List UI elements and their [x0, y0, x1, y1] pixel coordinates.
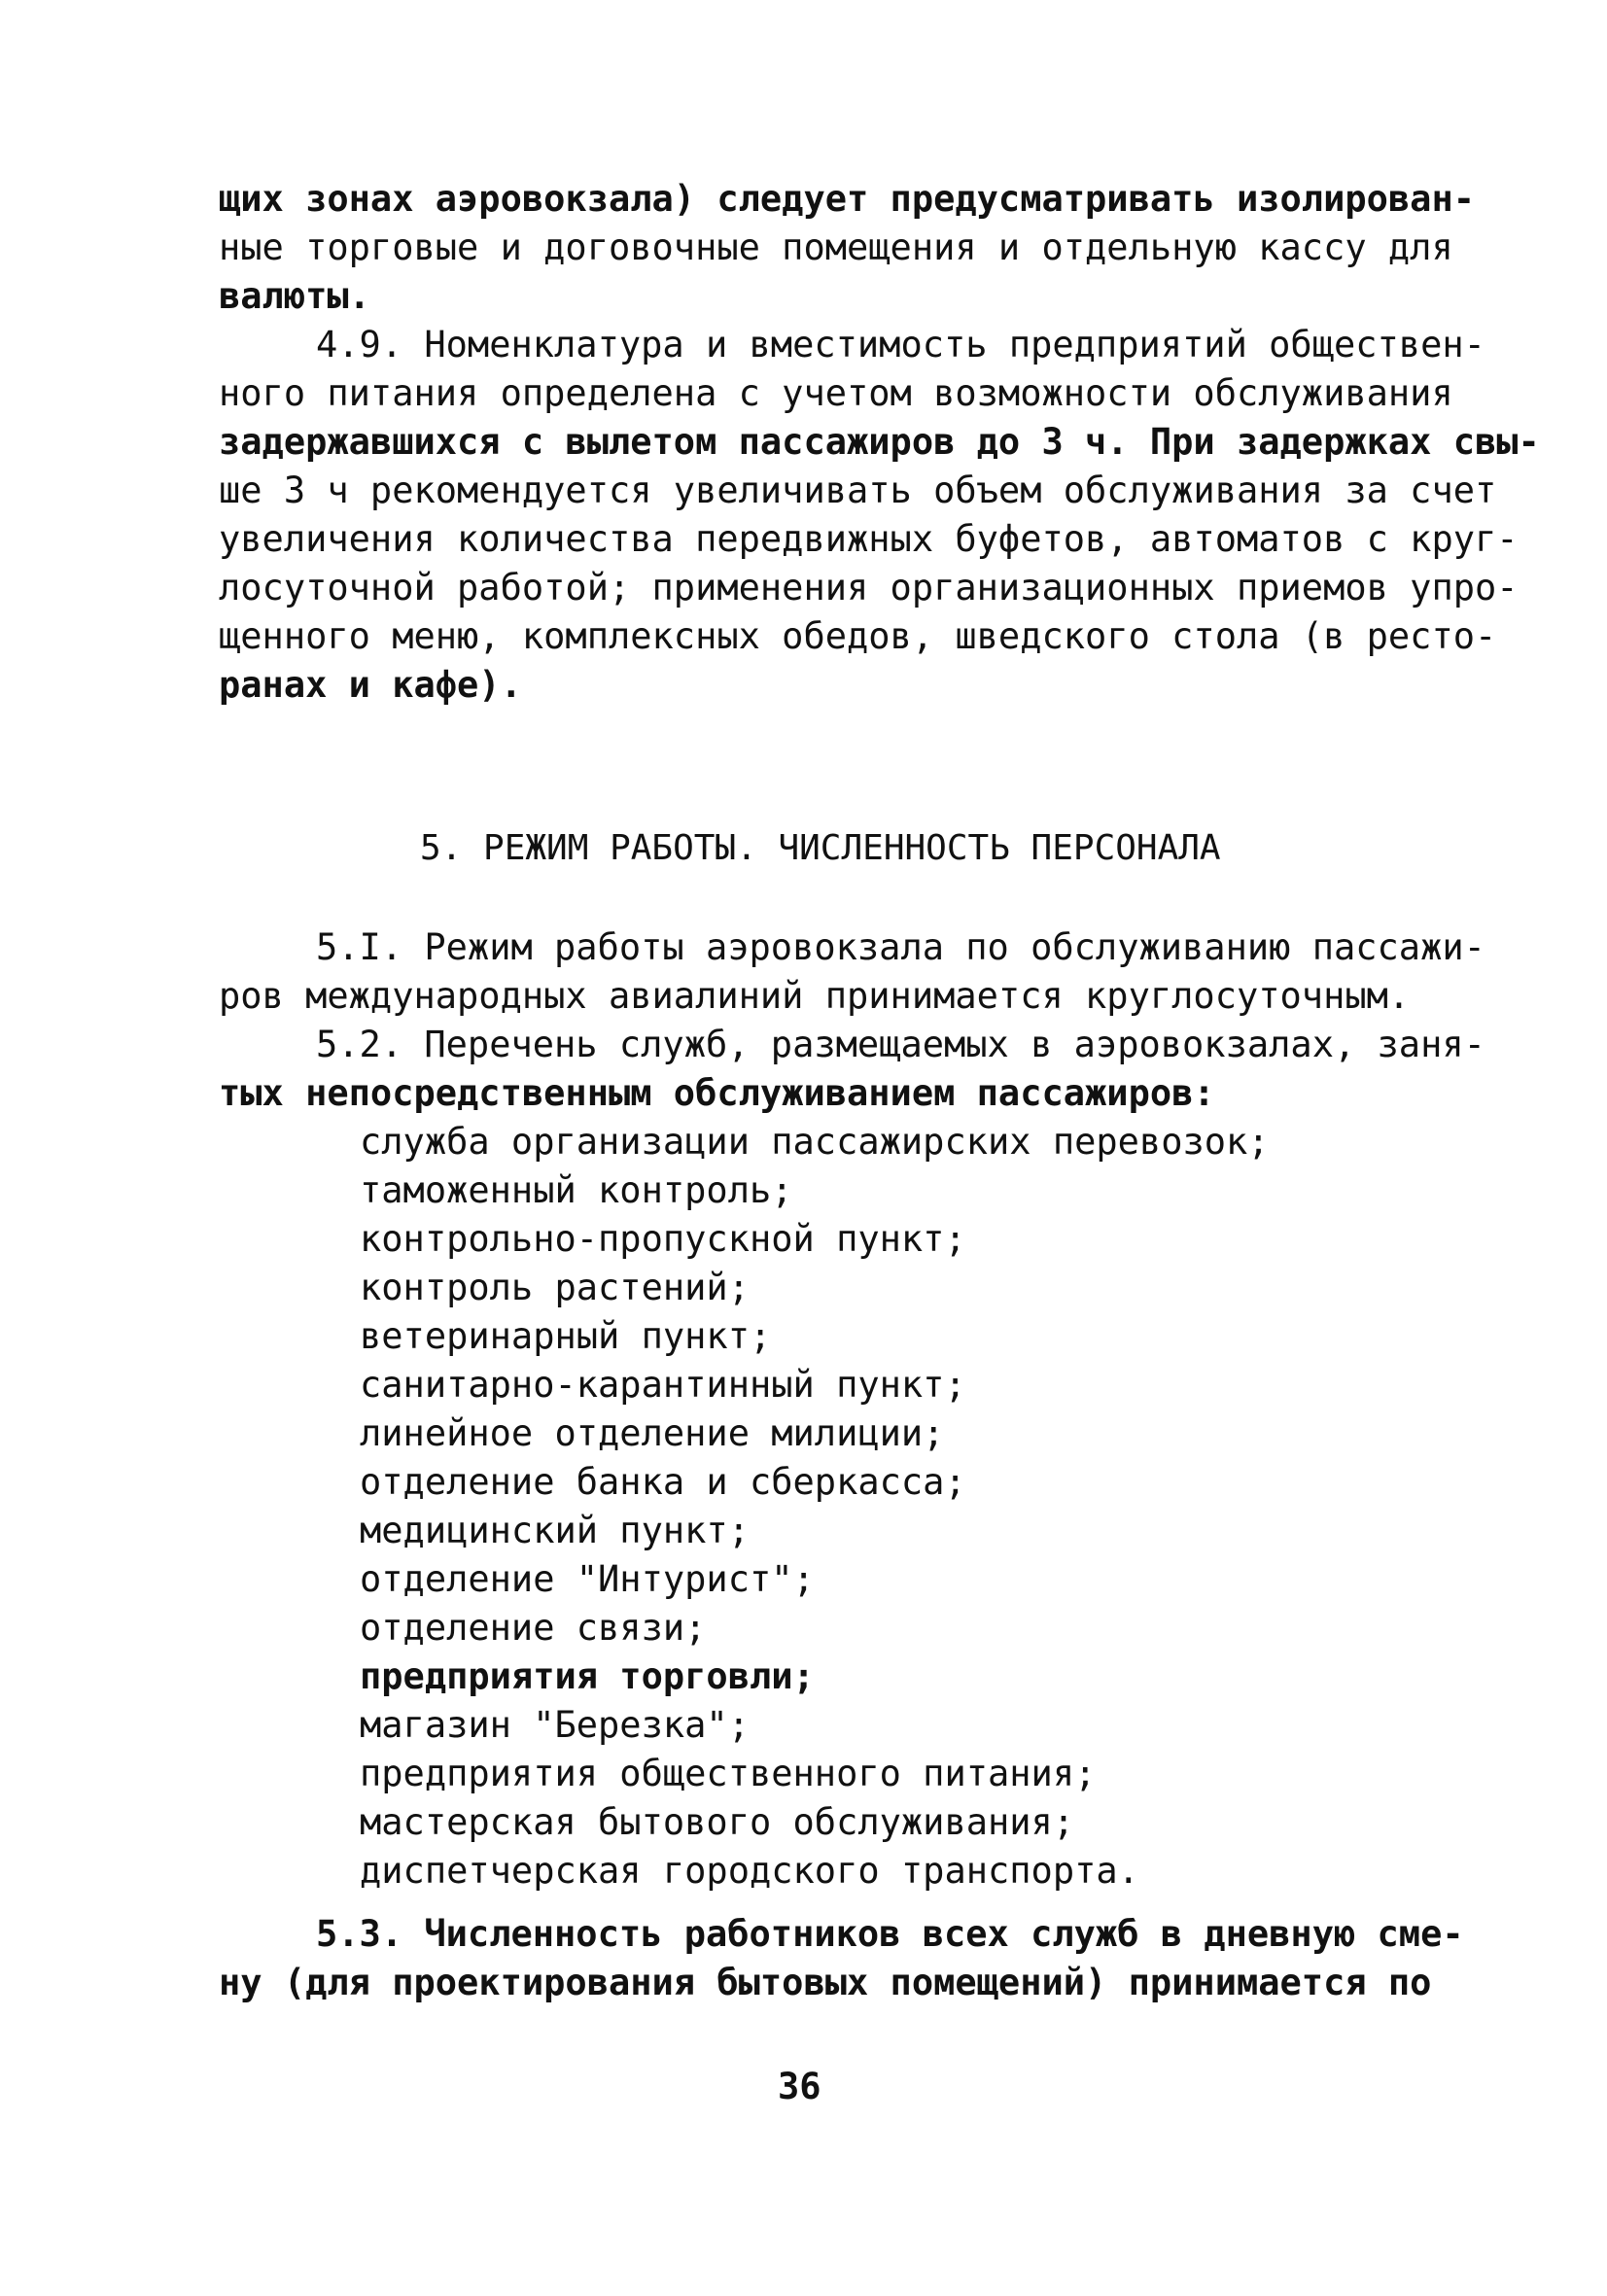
s4-line-3: валюты. [219, 275, 370, 317]
service-item: таможенный контроль; [360, 1169, 793, 1211]
service-item: диспетчерская городского транспорта. [360, 1850, 1139, 1892]
s4-line-7: ше 3 ч рекомендуется увеличивать объем обслуживания за счет [219, 470, 1497, 511]
service-item: линейное отделение милиции; [360, 1412, 945, 1454]
service-item: отделение связи; [360, 1607, 707, 1649]
section-5-heading: 5. РЕЖИМ РАБОТЫ. ЧИСЛЕННОСТЬ ПЕРСОНАЛА [420, 828, 1221, 868]
service-item: отделение банка и сберкасса; [360, 1461, 966, 1503]
service-item: медицинский пункт; [360, 1510, 750, 1551]
page-number: 36 [778, 2066, 821, 2107]
p53-line-2: ну (для проектирования бытовых помещений) принимается по [219, 1962, 1432, 2003]
s4-line-1: щих зонах аэровокзала) следует предусматривать изолирован- [219, 178, 1476, 220]
service-item: предприятия общественного питания; [360, 1753, 1097, 1794]
service-item: отделение "Интурист"; [360, 1558, 815, 1600]
s4-line-5: ного питания определена с учетом возможности обслуживания [219, 372, 1453, 414]
p52-line-1: 5.2. Перечень служб, размещаемых в аэровокзалах, заня- [316, 1024, 1485, 1065]
p53-line-1: 5.3. Численность работников всех служб в дневную сме- [316, 1913, 1464, 1955]
s4-line-10: щенного меню, комплексных обедов, шведского стола (в ресто- [219, 615, 1497, 657]
service-item: контрольно-пропускной пункт; [360, 1218, 966, 1260]
service-item: предприятия торговли; [360, 1655, 815, 1697]
p51-line-1: 5.I. Режим работы аэровокзала по обслуживанию пассажи- [316, 926, 1485, 968]
s4-line-11: ранах и кафе). [219, 664, 522, 706]
service-item: санитарно-карантинный пункт; [360, 1364, 966, 1406]
s4-line-4: 4.9. Номенклатура и вместимость предприятий обществен- [316, 324, 1485, 365]
s4-line-9: лосуточной работой; применения организационных приемов упро- [219, 567, 1519, 609]
service-item: магазин "Березка"; [360, 1704, 750, 1746]
service-item: контроль растений; [360, 1267, 750, 1308]
p52-line-2: тых непосредственным обслуживанием пассажиров: [219, 1072, 1215, 1114]
service-item: ветеринарный пункт; [360, 1315, 772, 1357]
s4-line-2: ные торговые и договочные помещения и отдельную кассу для [219, 226, 1453, 268]
service-item: служба организации пассажирских перевозок; [360, 1121, 1270, 1163]
p51-line-2: ров международных авиалиний принимается круглосуточным. [219, 975, 1411, 1017]
service-item: мастерская бытового обслуживания; [360, 1801, 1075, 1843]
s4-line-8: увеличения количества передвижных буфетов, автоматов с круг- [219, 518, 1519, 560]
s4-line-6: задержавшихся с вылетом пассажиров до 3 ч. При задержках свы- [219, 421, 1540, 463]
